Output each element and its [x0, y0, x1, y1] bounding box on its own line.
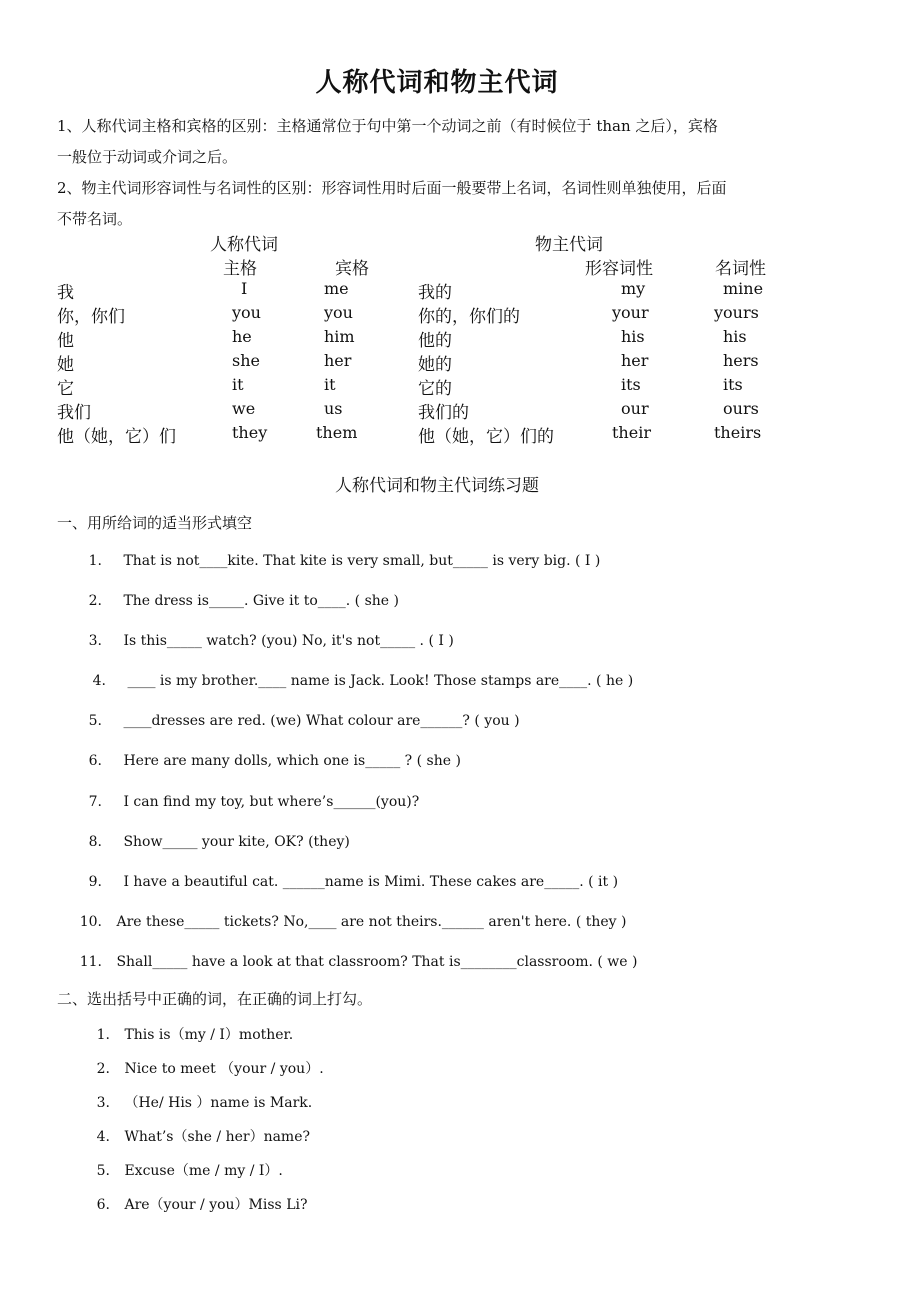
item-number: 10. — [79, 914, 102, 930]
cell-poss-cn: 他的 — [418, 331, 452, 351]
cell-adj: their — [612, 423, 651, 442]
item-number: 9. — [88, 874, 102, 890]
list-item — [86, 1126, 310, 1146]
cell-adj: his — [621, 327, 645, 346]
cell-noun: ours — [723, 399, 759, 418]
exercise-title: 人称代词和物主代词练习题 — [335, 476, 539, 496]
page-title: 人称代词和物主代词 — [315, 68, 559, 98]
cell-object: them — [316, 423, 358, 442]
intro-p1-line1: 1、人称代词主格和宾格的区别：主格通常位于句中第一个动词之前（有时候位于 than 之后），宾格 — [57, 117, 718, 135]
item-text: The dress is_____. Give it to____. ( she ) — [123, 593, 399, 609]
group-possessive-header: 物主代词 — [535, 235, 603, 255]
section2-heading: 二、选出括号中正确的词，在正确的词上打勾。 — [57, 990, 373, 1008]
item-number: 11. — [79, 954, 102, 970]
cell-poss-cn: 你的，你们的 — [418, 307, 520, 327]
list-item — [78, 553, 600, 569]
cell-cn: 它 — [57, 379, 74, 399]
item-text: ____dresses are red. (we) What colour are______? ( you ) — [123, 713, 520, 729]
intro-p2-line2: 不带名词。 — [57, 210, 133, 228]
item-number: 4. — [96, 1129, 110, 1145]
table-row — [0, 398, 920, 422]
section1-heading: 一、用所给词的适当形式填空 — [57, 514, 253, 532]
item-text: Excuse（me / my / I）. — [124, 1163, 283, 1179]
cell-poss-cn: 它的 — [418, 379, 452, 399]
cell-subject: they — [232, 423, 268, 442]
list-item — [86, 1024, 293, 1044]
item-number: 6. — [96, 1197, 110, 1213]
list-item — [86, 1092, 312, 1112]
item-number: 3. — [88, 633, 102, 649]
item-text: （He/ His ）name is Mark. — [124, 1095, 313, 1111]
list-item — [86, 1058, 324, 1078]
item-number: 7. — [88, 794, 102, 810]
item-number: 8. — [88, 834, 102, 850]
item-text: Shall_____ have a look at that classroom? That is________classroom. ( we ) — [116, 954, 638, 970]
item-number: 3. — [96, 1095, 110, 1111]
cell-cn: 我们 — [57, 403, 91, 423]
item-text: I have a beautiful cat. ______name is Mimi. These cakes are_____. ( it ) — [123, 874, 619, 890]
group-personal-header: 人称代词 — [210, 235, 278, 255]
item-number: 2. — [88, 593, 102, 609]
cell-subject: it — [232, 375, 244, 394]
list-item — [70, 954, 637, 970]
cell-cn: 他 — [57, 331, 74, 351]
list-item — [78, 834, 350, 850]
cell-cn: 他（她，它）们 — [57, 427, 176, 447]
cell-cn: 她 — [57, 355, 74, 375]
cell-poss-cn: 他（她，它）们的 — [418, 427, 554, 447]
table-row — [0, 350, 920, 374]
item-text: Nice to meet （your / you）. — [124, 1061, 324, 1077]
cell-object: you — [324, 303, 353, 322]
item-text: Here are many dolls, which one is_____ ? ( she ) — [123, 753, 461, 769]
item-number: 5. — [96, 1163, 110, 1179]
col-subject-header: 主格 — [223, 259, 257, 279]
list-item — [82, 673, 633, 689]
list-item — [78, 794, 419, 810]
cell-poss-cn: 她的 — [418, 355, 452, 375]
item-number: 1. — [88, 553, 102, 569]
item-text: ____ is my brother.____ name is Jack. Look! Those stamps are____. ( he ) — [127, 673, 634, 689]
item-text: What’s（she / her）name? — [124, 1129, 310, 1145]
intro-p1-line2: 一般位于动词或介词之后。 — [57, 148, 238, 166]
list-item — [78, 874, 618, 890]
cell-cn: 你，你们 — [57, 307, 125, 327]
item-number: 2. — [96, 1061, 110, 1077]
item-text: This is（my / I）mother. — [124, 1027, 294, 1043]
table-row — [0, 326, 920, 350]
item-text: Show_____ your kite, OK? (they) — [123, 834, 350, 850]
cell-subject: we — [232, 399, 256, 418]
cell-adj: its — [621, 375, 641, 394]
list-item — [78, 633, 454, 649]
cell-adj: my — [621, 279, 646, 298]
cell-cn: 我 — [57, 283, 74, 303]
cell-object: me — [324, 279, 349, 298]
table-row — [0, 422, 920, 446]
cell-noun: hers — [723, 351, 759, 370]
cell-object: us — [324, 399, 343, 418]
item-text: Is this_____ watch? (you) No, it's not_____ . ( I ) — [123, 633, 454, 649]
item-number: 1. — [96, 1027, 110, 1043]
list-item — [78, 713, 520, 729]
cell-subject: you — [232, 303, 261, 322]
col-object-header: 宾格 — [335, 259, 369, 279]
cell-object: her — [324, 351, 352, 370]
cell-object: it — [324, 375, 336, 394]
table-row — [0, 374, 920, 398]
item-text: That is not____kite. That kite is very small, but_____ is very big. ( I ) — [123, 553, 601, 569]
cell-subject: I — [241, 279, 248, 298]
list-item — [86, 1160, 283, 1180]
cell-object: him — [324, 327, 355, 346]
cell-poss-cn: 我们的 — [418, 403, 469, 423]
cell-adj: our — [621, 399, 649, 418]
list-item — [78, 593, 399, 609]
item-text: Are（your / you）Miss Li? — [124, 1197, 308, 1213]
col-noun-header: 名词性 — [715, 259, 766, 279]
cell-noun: mine — [723, 279, 764, 298]
item-text: I can find my toy, but where’s______(you)? — [123, 794, 420, 810]
item-number: 5. — [88, 713, 102, 729]
cell-poss-cn: 我的 — [418, 283, 452, 303]
cell-adj: your — [612, 303, 649, 322]
item-text: Are these_____ tickets? No,____ are not theirs.______ aren't here. ( they ) — [116, 914, 627, 930]
list-item — [86, 1194, 307, 1214]
cell-noun: theirs — [714, 423, 762, 442]
col-adjective-header: 形容词性 — [585, 259, 653, 279]
cell-subject: she — [232, 351, 260, 370]
cell-noun: his — [723, 327, 747, 346]
cell-noun: its — [723, 375, 743, 394]
table-row — [0, 302, 920, 326]
item-number: 6. — [88, 753, 102, 769]
list-item — [70, 914, 626, 930]
table-row — [0, 278, 920, 302]
intro-p2-line1: 2、物主代词形容词性与名词性的区别：形容词性用时后面一般要带上名词，名词性则单独使用，后面 — [57, 179, 727, 197]
cell-adj: her — [621, 351, 649, 370]
cell-noun: yours — [714, 303, 759, 322]
item-number: 4. — [92, 673, 106, 689]
list-item — [78, 753, 461, 769]
cell-subject: he — [232, 327, 252, 346]
